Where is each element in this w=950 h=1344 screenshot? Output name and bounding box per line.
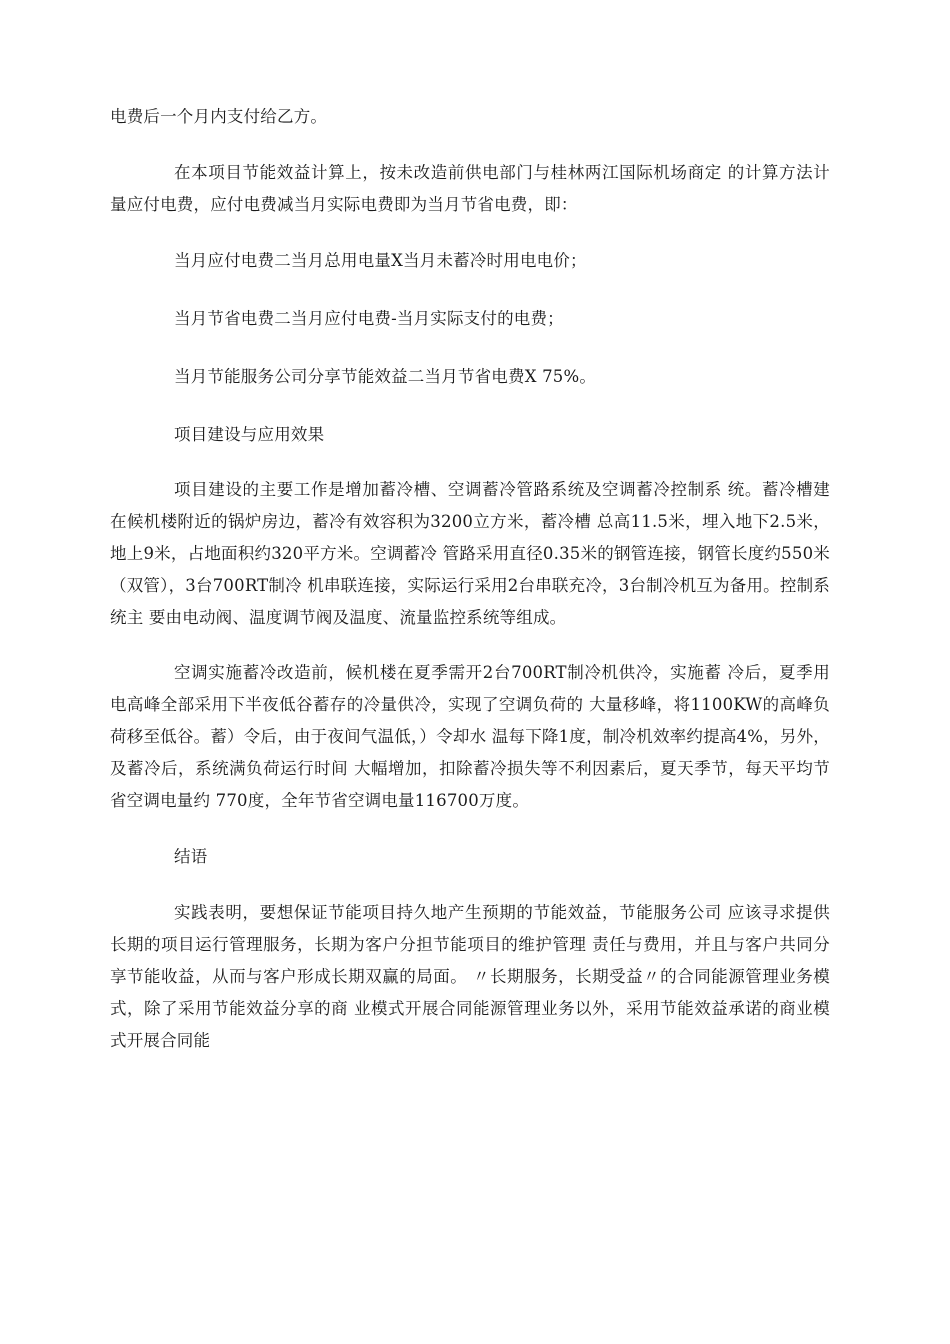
formula-payable-electricity: 当月应付电费二当月总用电量X当月未蓄冷时用电电价； <box>174 251 587 270</box>
paragraph-payment-continuation: 电费后一个月内支付给乙方。 <box>110 107 328 126</box>
paragraph-construction-details: 项目建设的主要工作是增加蓄冷槽、空调蓄冷管路系统及空调蓄冷控制系 统。蓄冷槽建在候机楼附近的锅炉房边，蓄冷有效容积为3200立方米，蓄冷槽 总高11.5米，埋入地下2.5米，地上9米，占地面积约320平方米。空调蓄冷 管路采用直径0.35米的钢管连接，钢管长度约550米（双管），3台700RT制冷 机串联连接，实际运行采用2台串联充冷，3台制冷机互为备用。控制系统主 要由电动阀、温度调节阀及温度、流量监控系统等组成。 <box>110 480 830 627</box>
formula-shared-benefit: 当月节能服务公司分享节能效益二当月节省电费X 75%。 <box>174 367 597 386</box>
paragraph-conclusion: 实践表明，要想保证节能项目持久地产生预期的节能效益，节能服务公司 应该寻求提供长期的项目运行管理服务，长期为客户分担节能项目的维护管理 责任与费用，并且与客户共同分享节能收益，从而与客户形成长期双赢的局面。 〃长期服务，长期受益〃的合同能源管理业务模式，除了采用节能效益分享的商 业模式开展合同能源管理业务以外，采用节能效益承诺的商业模式开展合同能 <box>110 903 830 1050</box>
formula-saved-electricity: 当月节省电费二当月应付电费-当月实际支付的电费； <box>174 309 564 328</box>
document-body <box>110 101 830 1057</box>
section-heading-conclusion: 结语 <box>174 847 208 866</box>
paragraph-application-effect: 空调实施蓄冷改造前，候机楼在夏季需开2台700RT制冷机供冷，实施蓄 冷后，夏季用电高峰全部采用下半夜低谷蓄存的冷量供冷，实现了空调负荷的 大量移峰，将1100KW的高峰负荷移至低谷。蓄）令后，由于夜间气温低，）令却水 温每下降1度，制冷机效率约提高4%，另外，及蓄冷后，系统满负荷运行时间 大幅增加，扣除蓄冷损失等不利因素后，夏天季节，每天平均节省空调电量约 770度，全年节省空调电量116700万度。 <box>110 663 830 810</box>
section-heading-construction: 项目建设与应用效果 <box>174 425 325 444</box>
paragraph-calculation-method: 在本项目节能效益计算上，按未改造前供电部门与桂林两江国际机场商定 的计算方法计量应付电费，应付电费减当月实际电费即为当月节省电费，即： <box>110 163 830 214</box>
